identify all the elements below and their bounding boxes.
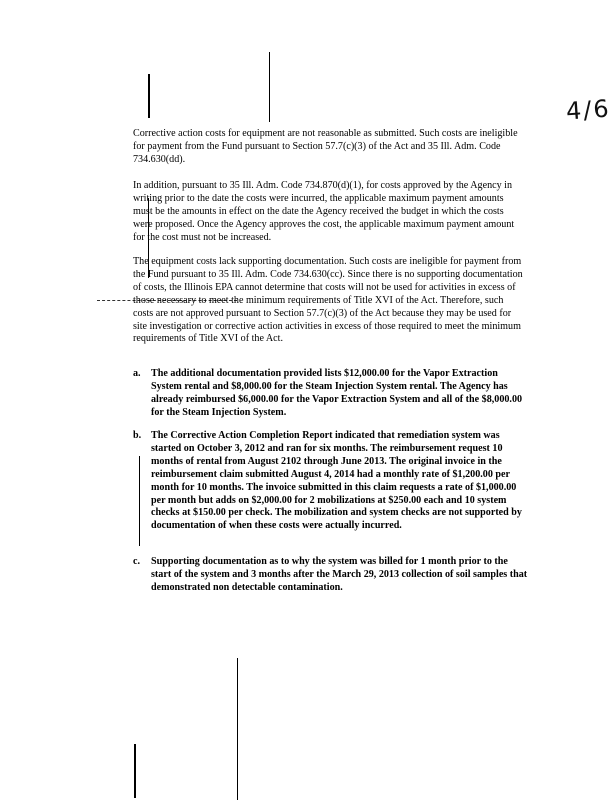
scan-mark-bottom-left bbox=[134, 744, 136, 798]
page-marker-handwritten: 4/6 bbox=[565, 94, 612, 126]
scan-mark-right-upper bbox=[269, 52, 270, 122]
scan-mark-item-b bbox=[139, 456, 140, 546]
scan-mark-bottom-right bbox=[237, 658, 238, 800]
paragraph-ineligible-equipment: Corrective action costs for equipment are not reasonable as submitted. Such costs are ineligible for payment from the Fund pursuant to Section 57.7(c)(3) of the Act and 35 Ill. Adm. Code 734.630(dd). bbox=[133, 128, 518, 165]
list-item-label: c. bbox=[133, 556, 141, 567]
list-item-text: Supporting documentation as to why the system was billed for 1 month prior to the start of the system and 3 months after the March 29, 2013 collection of soil samples that demonstrated non detectable contamination. bbox=[151, 556, 528, 593]
list-item-label: a. bbox=[133, 368, 141, 379]
list-item-text: The Corrective Action Completion Report indicated that remediation system was started on October 3, 2012 and ran for six months. The reimbursement request 10 months of rental from August 2102 through June 2013. The original invoice in the reimbursement claim submitted August 4, 2014 had a monthly rate of $1,200.00 per month for 10 months. The invoice submitted in this claim requests a rate of $1,000.00 per month but adds on $2,000.00 for 2 mobilizations at $250.00 each and 10 system checks at $150.00 per check. The mobilization and system checks are not supported by documentation of when these costs were actually incurred. bbox=[151, 430, 522, 532]
scan-mark-left-upper bbox=[148, 74, 150, 118]
list-item-label: b. bbox=[133, 430, 142, 441]
list-item-text: The additional documentation provided lists $12,000.00 for the Vapor Extraction System rental and $8,000.00 for the Steam Injection System rental. The Agency has already reimbursed $6,000.00 for the Vapor Extraction System and all of the $8,000.00 for the Steam Injection System. bbox=[151, 368, 523, 418]
paragraph-maximum-payment: In addition, pursuant to 35 Ill. Adm. Code 734.870(d)(1), for costs approved by the Agency in writing prior to the date the costs were incurred, the applicable maximum payment amounts must be the amounts in effect on the date the Agency received the budget in which the costs were proposed. Once the Agency approves the cost, the applicable maximum payment amount for the cost must not be increased. bbox=[133, 180, 515, 243]
paragraph-supporting-documentation: The equipment costs lack supporting documentation. Such costs are ineligible for payment from the Fund pursuant to 35 Ill. Adm. Code 734.630(cc). Since there is no supporting documentation of costs, the Illinois EPA cannot determine that costs will not be used for activities in excess of those necessary to meet the minimum requirements of Title XVI of the Act. Therefore, such costs are not approved pursuant to Section 57.7(c)(3) of the Act because they may be used for site investigation or corrective action activities in excess of those required to meet the minimum requirements of Title XVI of the Act. bbox=[133, 256, 523, 345]
